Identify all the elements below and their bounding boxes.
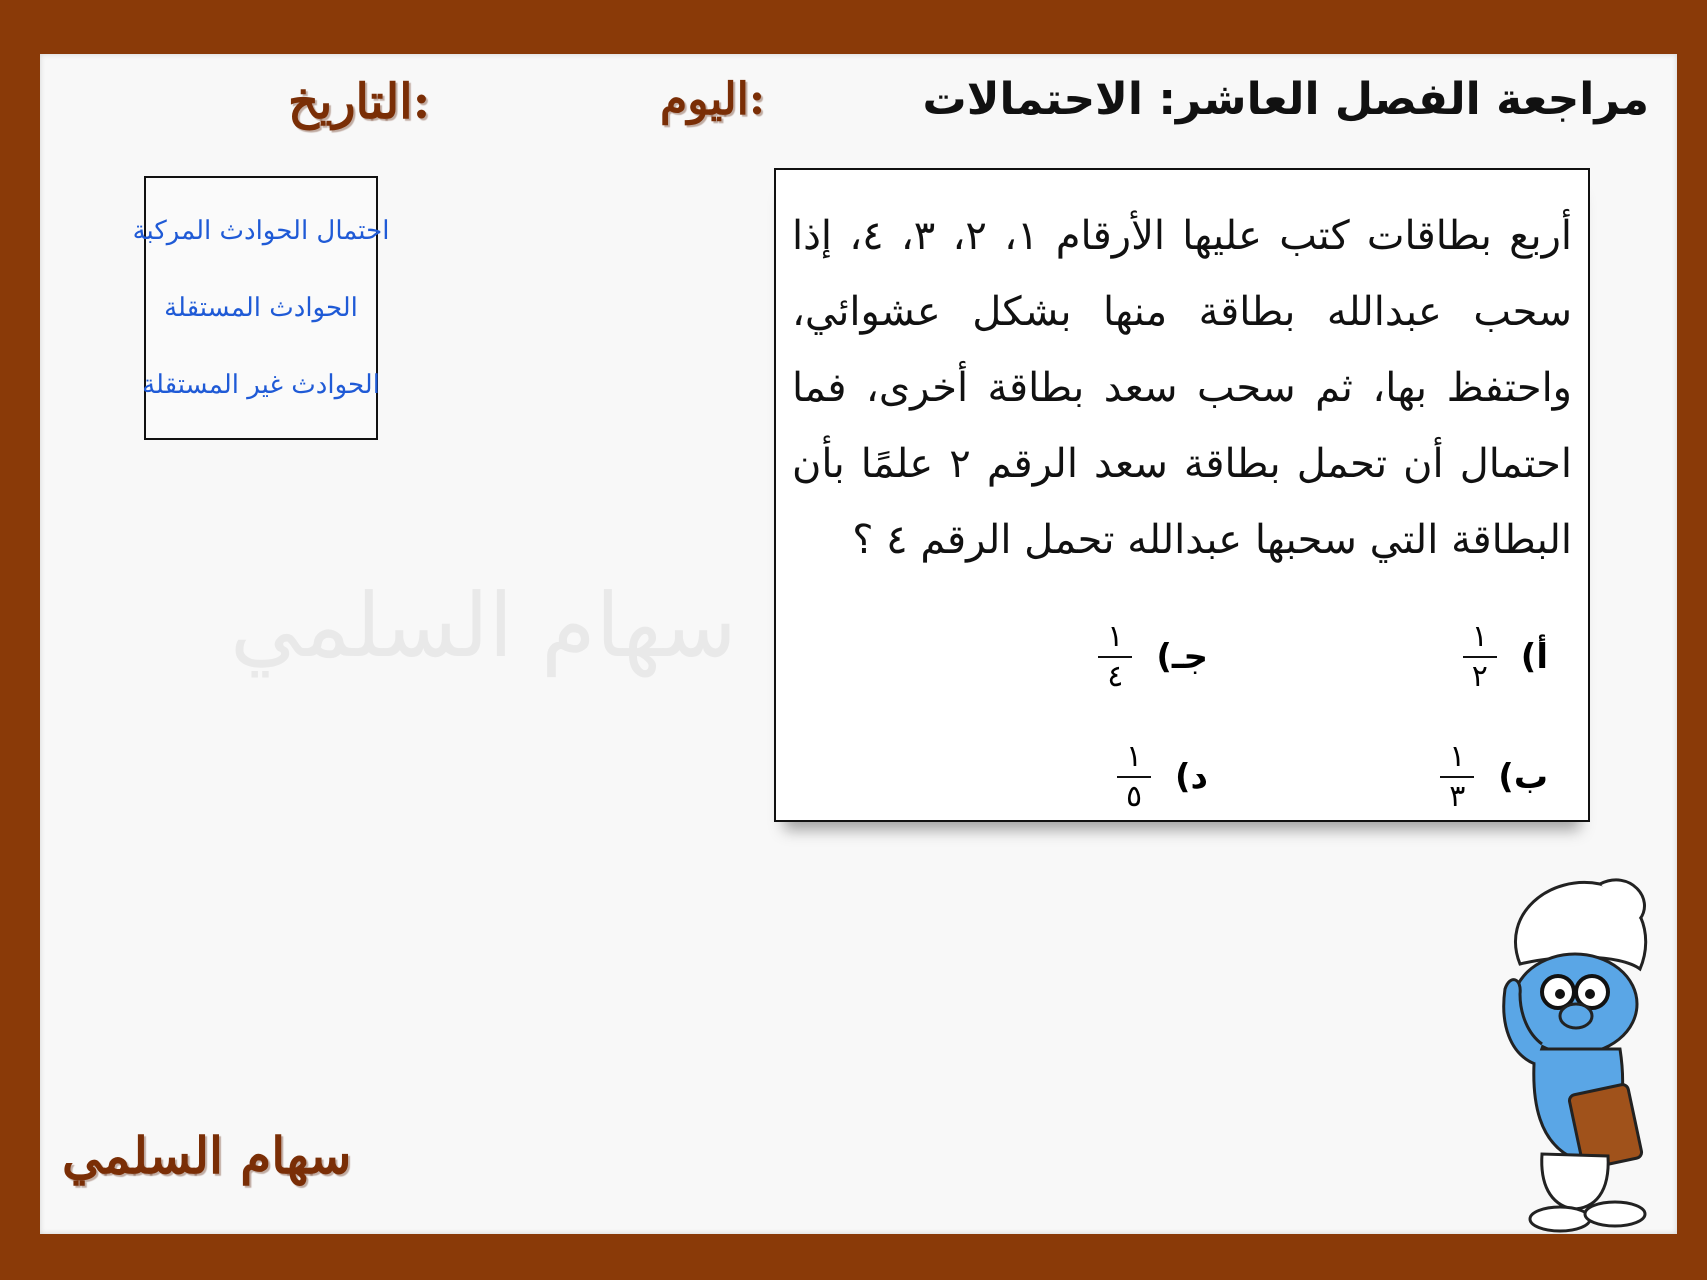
choice-a[interactable] <box>1463 618 1548 696</box>
topic-independent-events: الحوادث المستقلة <box>164 292 358 323</box>
choice-a-denominator: ٢ <box>1471 659 1488 694</box>
slide <box>40 54 1677 1234</box>
author-name: سهام السلمي <box>62 1126 352 1185</box>
choice-b-label: ب) <box>1498 757 1548 797</box>
choice-b[interactable] <box>1440 738 1548 816</box>
choice-c-label: جـ) <box>1156 637 1208 677</box>
choice-b-fraction <box>1440 738 1474 816</box>
choice-d-fraction <box>1117 738 1151 816</box>
choice-d-denominator: ٥ <box>1125 779 1143 814</box>
choice-b-numerator: ١ <box>1449 739 1466 774</box>
day-label: اليوم: <box>660 74 766 125</box>
choice-a-fraction <box>1463 618 1497 696</box>
smurf-illustration <box>1480 874 1660 1234</box>
choice-c-denominator: ٤ <box>1107 659 1124 694</box>
choice-d-label: د) <box>1175 757 1208 797</box>
choice-d-numerator: ١ <box>1125 739 1143 774</box>
page-title: مراجعة الفصل العاشر: الاحتمالات <box>922 74 1649 125</box>
choice-c[interactable] <box>1098 618 1208 696</box>
date-label: التاريخ: <box>288 74 431 130</box>
topic-compound-events: احتمال الحوادث المركبة <box>132 215 390 246</box>
topics-box <box>132 176 390 440</box>
watermark: سهام السلمي <box>230 574 737 677</box>
question-box <box>774 168 1590 822</box>
choice-d[interactable] <box>1117 738 1208 816</box>
choice-b-denominator: ٣ <box>1449 779 1466 814</box>
choice-c-numerator: ١ <box>1107 619 1124 654</box>
topic-dependent-events: الحوادث غير المستقلة <box>142 370 380 401</box>
choice-a-label: أ) <box>1520 637 1548 677</box>
question-text: أربع بطاقات كتب عليها الأرقام ١، ٢، ٣، ٤، إذا سحب عبدالله بطاقة منها بشكل عشوائي، واحتفظ بها، ثم سحب سعد بطاقة أخرى، فما احتمال أن تحمل بطاقة سعد الرقم ٢ علمًا بأن البطاقة التي سحبها عبدالله تحمل الرقم ٤ ؟ <box>792 213 1573 563</box>
choice-c-fraction <box>1098 618 1132 696</box>
choice-a-numerator: ١ <box>1471 619 1488 654</box>
